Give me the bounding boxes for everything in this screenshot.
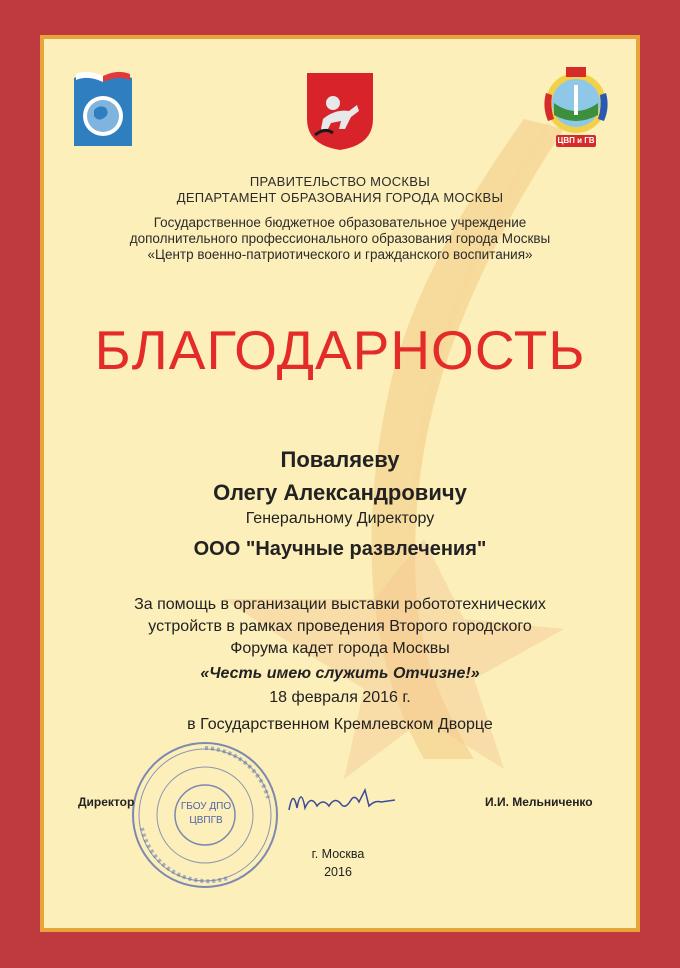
recipient-position: Генеральному Директору <box>245 510 435 527</box>
year: 2016 <box>324 865 352 879</box>
body-line-3: Форума кадет города Москвы <box>230 640 450 657</box>
cvp-i-gv-emblem-icon <box>540 63 612 159</box>
stamp-text: ГБОУ ДПО ЦВПГВ <box>180 801 232 826</box>
certificate-title: БЛАГОДАРНОСТЬ <box>94 319 586 381</box>
institution-line-1: Государственное бюджетное образовательное учреждение <box>153 215 527 230</box>
moscow-coat-of-arms-icon <box>305 71 375 151</box>
emblem-label: ЦВП и ГВ <box>557 136 595 145</box>
government-title: ПРАВИТЕЛЬСТВО МОСКВЫ <box>249 174 431 189</box>
motto: «Честь имею служить Отчизне!» <box>200 665 480 682</box>
signatory-name: И.И. Мельниченко <box>485 795 593 809</box>
city: г. Москва <box>311 847 365 861</box>
department-title: ДЕПАРТАМЕНТ ОБРАЗОВАНИЯ ГОРОДА МОСКВЫ <box>176 190 504 205</box>
education-book-globe-icon <box>72 70 134 150</box>
handwritten-signature <box>285 780 400 820</box>
recipient-name: Олегу Александровичу <box>213 480 467 505</box>
signatory-role: Директор <box>78 795 135 809</box>
event-place: в Государственном Кремлевском Дворце <box>187 716 493 733</box>
body-line-1: За помощь в организации выставки робототехнических <box>134 596 546 613</box>
body-line-2: устройств в рамках проведения Второго городского <box>148 618 532 635</box>
event-date: 18 февраля 2016 г. <box>269 689 411 706</box>
recipient-surname: Поваляеву <box>280 447 400 472</box>
recipient-company: ООО "Научные развлечения" <box>193 538 487 560</box>
institution-line-2: дополнительного профессионального образования города Москвы <box>129 231 551 246</box>
institution-line-3: «Центр военно-патриотического и гражданского воспитания» <box>147 247 533 262</box>
